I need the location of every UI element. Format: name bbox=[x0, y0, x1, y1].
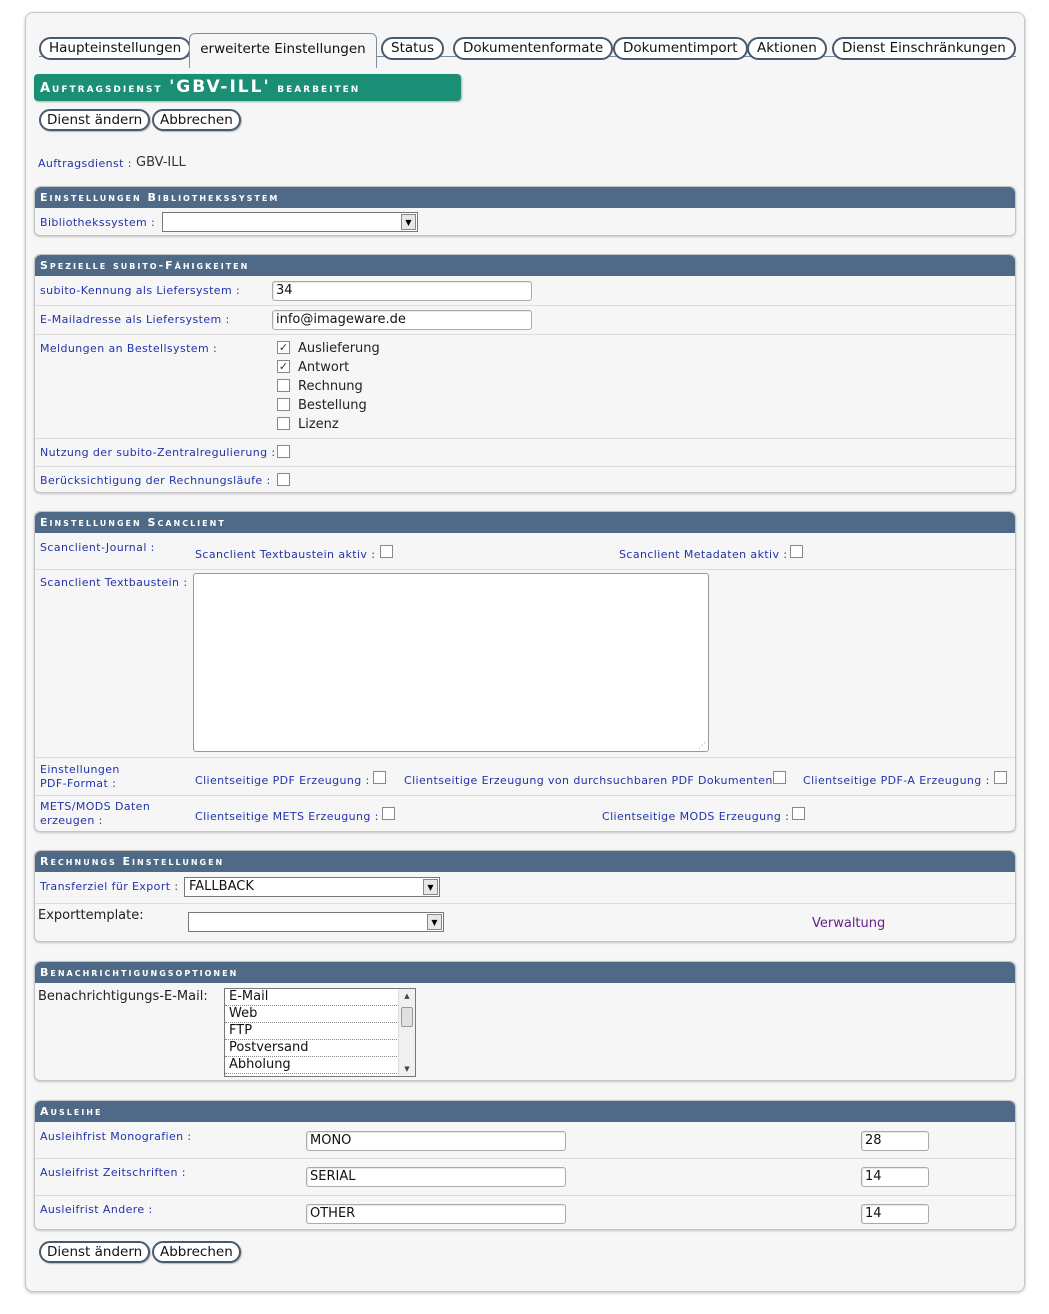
bestellung-checkbox[interactable] bbox=[277, 398, 290, 411]
antwort-label: Antwort bbox=[298, 360, 350, 375]
mods-client-label: Clientseitige MODS Erzeugung : bbox=[602, 810, 790, 823]
row-divider bbox=[35, 305, 1015, 306]
lizenz-label: Lizenz bbox=[298, 417, 339, 432]
scroll-up-icon[interactable]: ▲ bbox=[404, 992, 410, 1000]
page-title bbox=[34, 74, 461, 101]
loan-serials-label: Ausleifrist Zeitschriften : bbox=[40, 1166, 186, 1179]
row-divider bbox=[35, 757, 1015, 758]
tab-status[interactable]: Status bbox=[381, 37, 444, 60]
tab-haupteinstellungen[interactable]: Haupteinstellungen bbox=[39, 37, 191, 60]
loan-monographs-label: Ausleihfrist Monografien : bbox=[40, 1130, 192, 1143]
textblock-label: Scanclient Textbaustein : bbox=[40, 576, 188, 589]
notification-section-heading: Benachrichtigungsoptionen bbox=[35, 962, 1015, 983]
invoice-runs-checkbox[interactable] bbox=[277, 473, 290, 486]
scroll-thumb[interactable] bbox=[401, 1007, 413, 1027]
rechnung-checkbox[interactable] bbox=[277, 379, 290, 392]
library-section bbox=[34, 186, 1016, 236]
loan-other-label: Ausleifrist Andere : bbox=[40, 1203, 153, 1216]
list-item[interactable]: FTP bbox=[225, 1023, 397, 1040]
title-prefix: Auftragsdienst bbox=[40, 81, 170, 96]
cancel-button-bottom[interactable]: Abbrechen bbox=[152, 1241, 241, 1263]
pdf-a-label: Clientseitige PDF-A Erzeugung : bbox=[803, 774, 990, 787]
service-label: Auftragsdienst : bbox=[38, 157, 132, 170]
change-service-button-top[interactable]: Dienst ändern bbox=[39, 109, 150, 131]
list-item[interactable]: E-Mail bbox=[225, 989, 397, 1006]
textblock-textarea[interactable] bbox=[193, 573, 709, 752]
chevron-down-icon: ▼ bbox=[401, 214, 416, 230]
tab-dienst-einschraenkungen[interactable]: Dienst Einschränkungen bbox=[832, 37, 1016, 60]
messages-label: Meldungen an Bestellsystem : bbox=[40, 342, 218, 355]
pdf-searchable-label: Clientseitige Erzeugung von durchsuchbaren PDF Dokumenten bbox=[404, 774, 773, 787]
bestellung-label: Bestellung bbox=[298, 398, 367, 413]
mets-client-label: Clientseitige METS Erzeugung : bbox=[195, 810, 379, 823]
library-system-select[interactable] bbox=[162, 212, 418, 232]
subito-section-heading: Spezielle subito-Fähigkeiten bbox=[35, 255, 1015, 276]
mets-mods-label: METS/MODS Daten erzeugen : bbox=[40, 800, 151, 827]
invoice-runs-label: Berücksichtigung der Rechnungsläufe : bbox=[40, 474, 271, 487]
resize-grip-icon[interactable]: ⋰ bbox=[698, 741, 706, 750]
loan-monographs-code-input[interactable]: MONO bbox=[306, 1131, 566, 1151]
administration-link[interactable]: Verwaltung bbox=[812, 916, 886, 931]
row-divider bbox=[35, 903, 1015, 904]
auslieferung-checkbox[interactable]: ✓ bbox=[278, 341, 289, 354]
cancel-button-top[interactable]: Abbrechen bbox=[152, 109, 241, 131]
chevron-down-icon: ▼ bbox=[423, 879, 438, 895]
scanclient-section-heading: Einstellungen Scanclient bbox=[35, 512, 1015, 533]
mods-client-checkbox[interactable] bbox=[792, 807, 805, 820]
listbox-scrollbar[interactable] bbox=[398, 989, 415, 1076]
scanclient-journal-label: Scanclient-Journal : bbox=[40, 541, 155, 554]
export-template-select[interactable] bbox=[188, 912, 444, 932]
tab-dokumentimport[interactable]: Dokumentimport bbox=[613, 37, 748, 60]
textblock-active-checkbox[interactable] bbox=[380, 545, 393, 558]
list-item[interactable]: Web bbox=[225, 1006, 397, 1023]
notification-section bbox=[34, 961, 1016, 1081]
auslieferung-label: Auslieferung bbox=[298, 341, 380, 356]
row-divider bbox=[35, 334, 1015, 335]
chevron-down-icon: ▼ bbox=[427, 914, 442, 930]
subito-id-input[interactable]: 34 bbox=[272, 281, 532, 301]
tab-dokumentenformate[interactable]: Dokumentenformate bbox=[453, 37, 613, 60]
loan-monographs-days-input[interactable]: 28 bbox=[861, 1131, 929, 1151]
central-regulation-checkbox[interactable] bbox=[277, 445, 290, 458]
row-divider bbox=[35, 795, 1015, 796]
loan-serials-days-input[interactable]: 14 bbox=[861, 1167, 929, 1187]
list-item[interactable]: Abholung bbox=[225, 1057, 397, 1074]
transfer-target-select[interactable]: FALLBACK ▼ bbox=[184, 877, 440, 897]
row-divider bbox=[35, 466, 1015, 467]
metadata-active-checkbox[interactable] bbox=[790, 545, 803, 558]
row-divider bbox=[35, 569, 1015, 570]
transfer-target-label: Transferziel für Export : bbox=[40, 880, 179, 893]
notification-listbox[interactable] bbox=[224, 988, 416, 1077]
title-suffix: bearbeiten bbox=[270, 81, 361, 96]
subito-section bbox=[34, 254, 1016, 493]
loan-other-code-input[interactable]: OTHER bbox=[306, 1204, 566, 1224]
row-divider bbox=[35, 1195, 1015, 1196]
pdf-client-checkbox[interactable] bbox=[373, 771, 386, 784]
pdf-a-checkbox[interactable] bbox=[994, 771, 1007, 784]
export-template-label: Exporttemplate: bbox=[38, 908, 144, 923]
subito-id-label: subito-Kennung als Liefersystem : bbox=[40, 284, 241, 297]
row-divider bbox=[35, 438, 1015, 439]
row-divider bbox=[35, 1158, 1015, 1159]
pdf-format-label: Einstellungen PDF-Format : bbox=[40, 763, 120, 790]
lizenz-checkbox[interactable] bbox=[277, 417, 290, 430]
scroll-down-icon[interactable]: ▼ bbox=[404, 1065, 410, 1073]
invoice-section bbox=[34, 850, 1016, 942]
tab-erweiterte-einstellungen[interactable]: erweiterte Einstellungen bbox=[189, 33, 377, 68]
main-panel bbox=[25, 12, 1025, 1292]
subito-mail-label: E-Mailadresse als Liefersystem : bbox=[40, 313, 230, 326]
central-regulation-label: Nutzung der subito-Zentralregulierung : bbox=[40, 446, 276, 459]
mets-client-checkbox[interactable] bbox=[382, 807, 395, 820]
scanclient-section bbox=[34, 511, 1016, 832]
list-item[interactable]: Postversand bbox=[225, 1040, 397, 1057]
notification-email-label: Benachrichtigungs-E-Mail: bbox=[38, 989, 208, 1004]
metadata-active-label: Scanclient Metadaten aktiv : bbox=[619, 548, 788, 561]
tab-aktionen[interactable]: Aktionen bbox=[747, 37, 827, 60]
loan-serials-code-input[interactable]: SERIAL bbox=[306, 1167, 566, 1187]
textblock-active-label: Scanclient Textbaustein aktiv : bbox=[195, 548, 376, 561]
library-section-heading: Einstellungen Bibliothekssystem bbox=[35, 187, 1015, 208]
loan-other-days-input[interactable]: 14 bbox=[861, 1204, 929, 1224]
pdf-client-label: Clientseitige PDF Erzeugung : bbox=[195, 774, 370, 787]
antwort-checkbox[interactable]: ✓ bbox=[278, 360, 289, 373]
service-value: GBV-ILL bbox=[136, 155, 186, 170]
library-system-label: Bibliothekssystem : bbox=[40, 216, 156, 229]
subito-mail-input[interactable]: info@imageware.de bbox=[272, 310, 532, 330]
loan-section bbox=[34, 1100, 1016, 1230]
title-service-name: 'GBV-ILL' bbox=[169, 77, 271, 97]
tab-bar bbox=[39, 25, 1016, 57]
pdf-searchable-checkbox[interactable] bbox=[773, 771, 786, 784]
rechnung-label: Rechnung bbox=[298, 379, 363, 394]
invoice-section-heading: Rechnungs Einstellungen bbox=[35, 851, 1015, 872]
change-service-button-bottom[interactable]: Dienst ändern bbox=[39, 1241, 150, 1263]
loan-section-heading: Ausleihe bbox=[35, 1101, 1015, 1122]
